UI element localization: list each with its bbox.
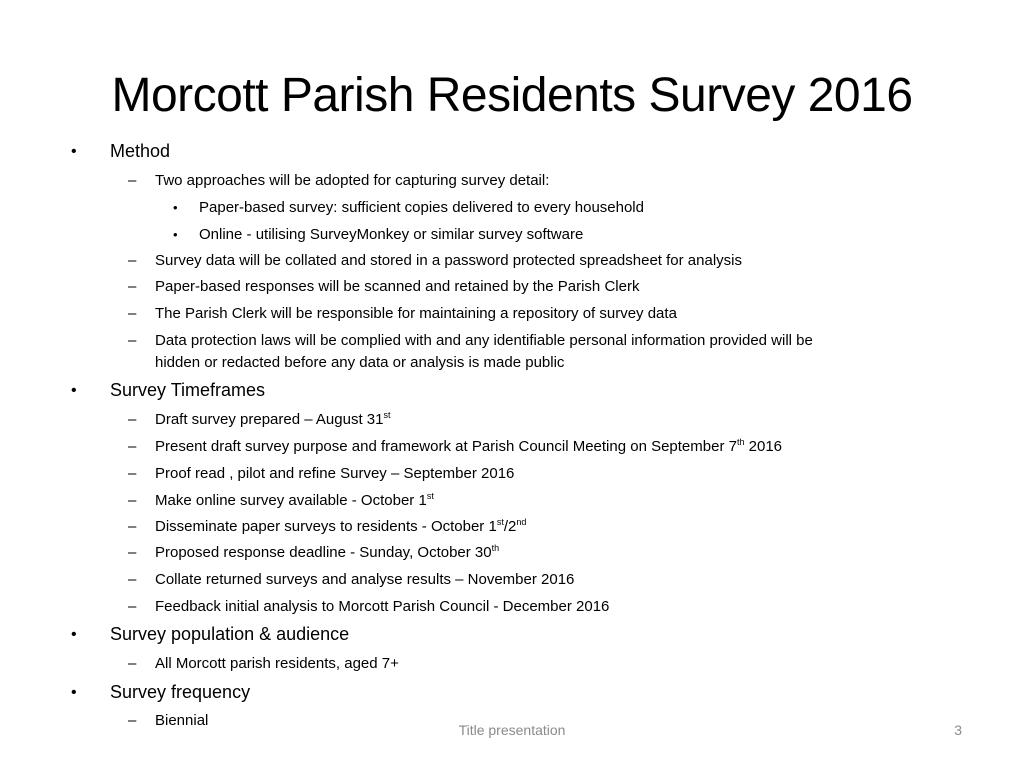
sub-bullet-text: Proof read , pilot and refine Survey – September 2016 bbox=[155, 465, 515, 482]
dash-marker: – bbox=[128, 655, 137, 672]
sub-bullet-text: All Morcott parish residents, aged 7+ bbox=[155, 655, 399, 672]
bullet-text: Survey Timeframes bbox=[110, 380, 266, 400]
bullet-marker: • bbox=[173, 227, 178, 242]
dash-marker: – bbox=[128, 544, 137, 561]
dash-marker: – bbox=[128, 305, 137, 322]
sub-sub-bullet-text: Paper-based survey: sufficient copies delivered to every household bbox=[199, 199, 644, 216]
sub-bullet-text: Disseminate paper surveys to residents - October 1st/2nd bbox=[155, 517, 527, 535]
sub-bullet-text: Present draft survey purpose and framework at Parish Council Meeting on September 7th 2016 bbox=[155, 437, 783, 455]
dash-marker: – bbox=[128, 172, 137, 189]
sub-bullet-text: The Parish Clerk will be responsible for maintaining a repository of survey data bbox=[155, 305, 677, 322]
dash-marker: – bbox=[128, 252, 137, 269]
dash-marker: – bbox=[128, 411, 137, 428]
sub-bullet-text: Survey data will be collated and stored in a password protected spreadsheet for analysis bbox=[155, 252, 742, 269]
sub-bullet-text: Data protection laws will be complied with and any identifiable personal information provided will be bbox=[155, 332, 813, 349]
dash-marker: – bbox=[128, 332, 137, 349]
sub-bullet-text: Proposed response deadline - Sunday, October 30th bbox=[155, 543, 500, 561]
sub-bullet-text: Make online survey available - October 1st bbox=[155, 491, 434, 509]
dash-marker: – bbox=[128, 571, 137, 588]
slide-title: Morcott Parish Residents Survey 2016 bbox=[111, 69, 913, 122]
dash-marker: – bbox=[128, 598, 137, 615]
sub-bullet-text: hidden or redacted before any data or analysis is made public bbox=[155, 354, 565, 371]
dash-marker: – bbox=[128, 712, 137, 729]
dash-marker: – bbox=[128, 492, 137, 509]
bullet-text: Survey frequency bbox=[110, 682, 251, 702]
bullet-text: Survey population & audience bbox=[110, 624, 350, 644]
bullet-marker: • bbox=[71, 143, 77, 160]
bullet-marker: • bbox=[71, 684, 77, 701]
bullet-marker: • bbox=[173, 200, 178, 215]
sub-bullet-text: Two approaches will be adopted for capturing survey detail: bbox=[155, 172, 550, 189]
sub-bullet-text: Feedback initial analysis to Morcott Parish Council - December 2016 bbox=[155, 598, 610, 615]
sub-bullet-text: Collate returned surveys and analyse results – November 2016 bbox=[155, 571, 575, 588]
sub-sub-bullet-text: Online - utilising SurveyMonkey or similar survey software bbox=[199, 226, 584, 243]
dash-marker: – bbox=[128, 518, 137, 535]
footer-title: Title presentation bbox=[458, 722, 566, 738]
sub-bullet-text: Paper-based responses will be scanned and retained by the Parish Clerk bbox=[155, 278, 640, 295]
dash-marker: – bbox=[128, 438, 137, 455]
dash-marker: – bbox=[128, 278, 137, 295]
bullet-text: Method bbox=[110, 141, 171, 161]
bullet-marker: • bbox=[71, 626, 77, 643]
slide-number: 3 bbox=[954, 722, 962, 738]
sub-bullet-text: Draft survey prepared – August 31st bbox=[155, 410, 391, 428]
sub-bullet-text: Biennial bbox=[155, 712, 209, 729]
dash-marker: – bbox=[128, 465, 137, 482]
bullet-marker: • bbox=[71, 382, 77, 399]
